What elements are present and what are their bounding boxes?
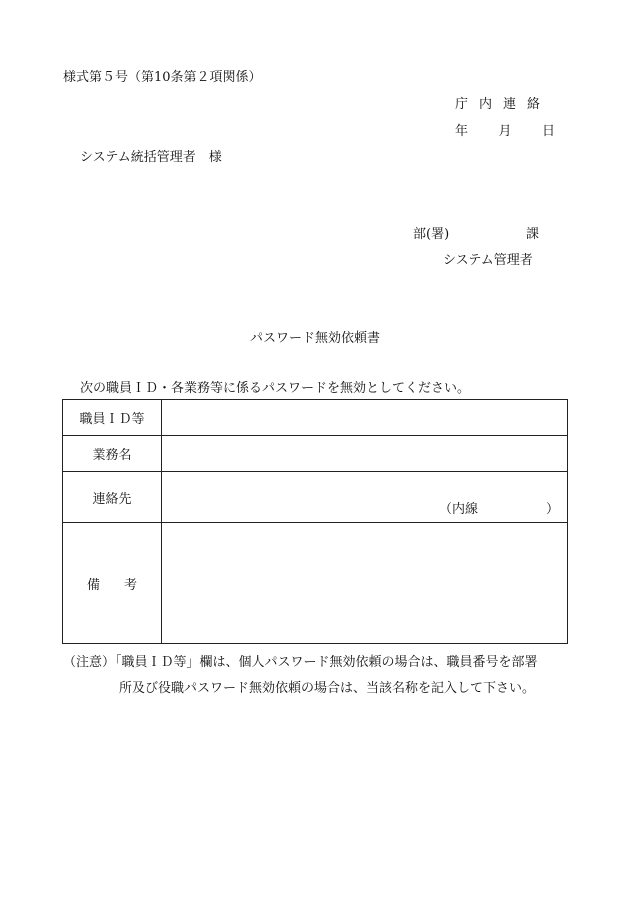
- contact-field[interactable]: [162, 472, 568, 523]
- date-line: [455, 120, 555, 139]
- business-name-label: 業務名: [63, 436, 162, 472]
- extension-line: [439, 498, 559, 517]
- table-row-contact: [63, 472, 568, 523]
- remarks-field[interactable]: [162, 523, 568, 644]
- table-row-remarks: [63, 523, 568, 644]
- sender-department-line: [413, 223, 539, 242]
- date-month-label: 月: [498, 124, 512, 139]
- form-number: 様式第５号（第10条第２項関係）: [63, 70, 262, 85]
- request-table: [62, 399, 568, 644]
- remarks-label-cell: [63, 523, 162, 644]
- document-title: パスワード無効依頼書: [249, 331, 380, 346]
- date-year-label: 年: [455, 124, 469, 139]
- memo-type: 庁内連絡: [455, 97, 552, 112]
- instruction-text: 次の職員ＩＤ・各業務等に係るパスワードを無効としてください。: [80, 381, 471, 396]
- extension-close-paren: ）: [545, 502, 559, 517]
- date-day-label: 日: [541, 124, 555, 139]
- table-row-business-name: [63, 436, 568, 472]
- note-line-2: 所及び役職パスワード無効依頼の場合は、当該名称を記入して下さい。: [119, 681, 536, 696]
- sender-section-label: 課: [525, 227, 539, 242]
- sender-role: システム管理者: [443, 253, 533, 268]
- addressee: システム統括管理者 様: [80, 150, 222, 165]
- table-row-staff-id: [63, 400, 568, 436]
- note-line-1: （注意）「職員ＩＤ等」欄は、個人パスワード無効依頼の場合は、職員番号を部署: [63, 655, 538, 670]
- remarks-label: 備考: [87, 577, 162, 593]
- contact-label: 連絡先: [63, 472, 162, 523]
- staff-id-field[interactable]: [162, 400, 568, 436]
- business-name-field[interactable]: [162, 436, 568, 472]
- extension-open-label: （内線: [439, 502, 479, 517]
- staff-id-label: 職員ＩＤ等: [63, 400, 162, 436]
- sender-department-label: 部(署): [413, 227, 450, 242]
